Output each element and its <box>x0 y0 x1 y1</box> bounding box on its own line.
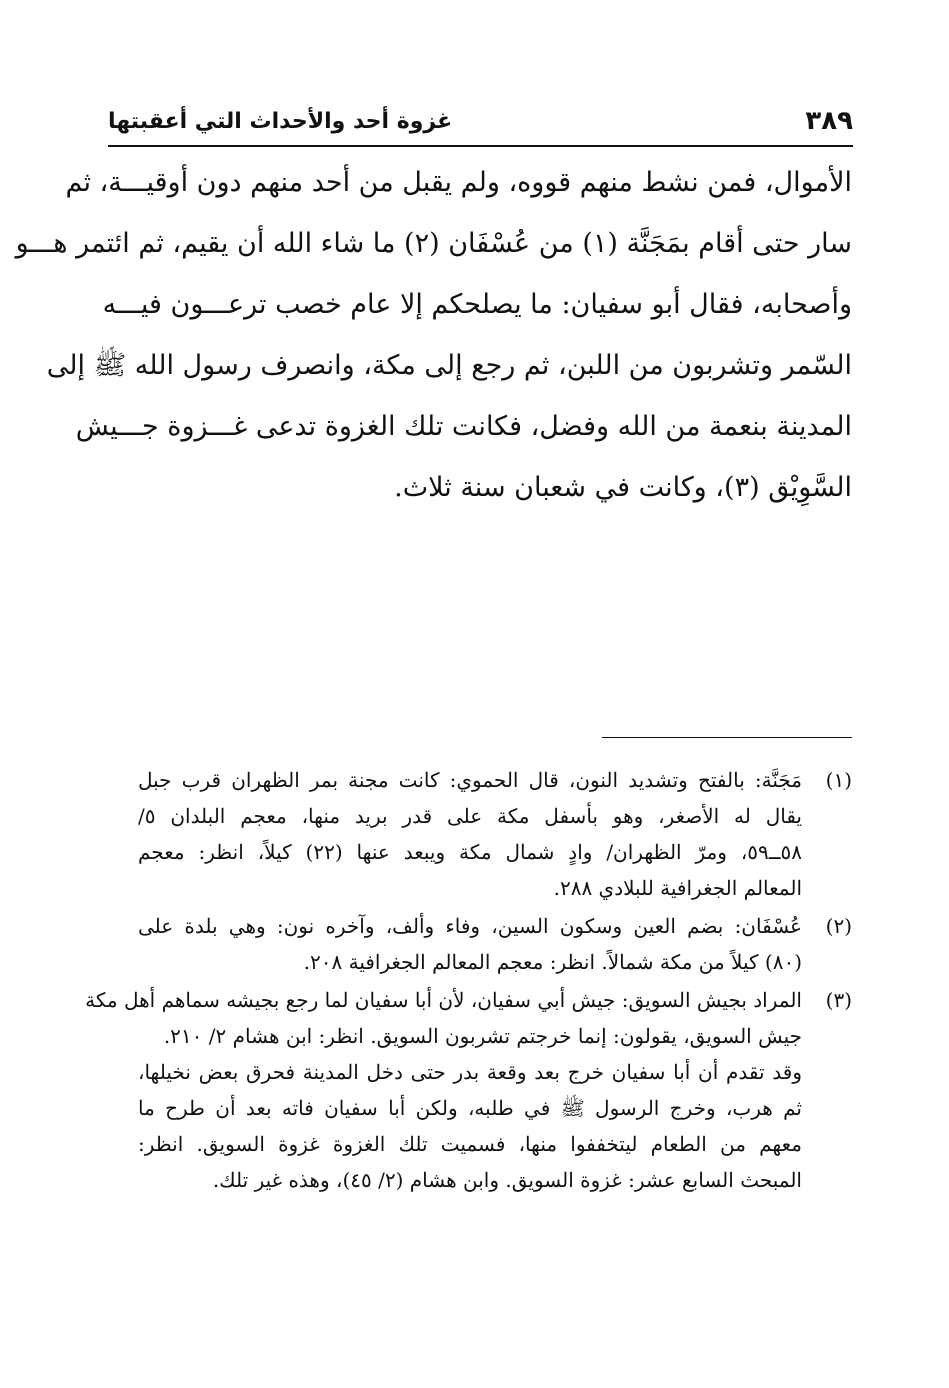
footnote-2 <box>138 908 852 980</box>
footnote-line: المعالم الجغرافية للبلادي ٢٨٨. <box>553 876 802 900</box>
footnote-body <box>138 908 802 980</box>
footnote-line: (٨٠) كيلاً من مكة شمالاً. انظر: معجم المعالم الجغرافية ٢٠٨. <box>303 950 802 974</box>
footnote-line: مَجَنَّة: بالفتح وتشديد النون، قال الحموي: كانت مجنة بمر الظهران قرب جبل <box>138 768 802 792</box>
footnote-line: ٥٨ــ٥٩، ومرّ الظهران/ وادٍ شمال مكة ويبعد عنها (٢٢) كيلاً، انظر: معجم <box>138 840 802 864</box>
footnote-body <box>138 762 802 906</box>
running-title: غزوة أحد والأحداث التي أعقبتها <box>108 109 453 134</box>
header-rule <box>108 145 853 147</box>
text-line: السّمر وتشربون من اللبن، ثم رجع إلى مكة، وانصرف رسول الله ﷺ إلى <box>46 350 852 381</box>
footnote-line: معهم من الطعام ليتخففوا منها، فسميت تلك الغزوة غزوة السويق. انظر: <box>138 1132 802 1156</box>
footnote-marker: (٣) <box>825 988 852 1012</box>
text-line: المدينة بنعمة من الله وفضل، فكانت تلك الغزوة تدعى غـــزوة جـــيش <box>75 411 852 442</box>
footnote-line: عُسْفَان: بضم العين وسكون السين، وفاء وألف، وآخره نون: وهي بلدة على <box>138 914 802 938</box>
text-line: السَّوِيْق (٣)، وكانت في شعبان سنة ثلاث. <box>394 472 852 503</box>
footnote-line: المراد بجيش السويق: جيش أبي سفيان، لأن أبا سفيان لما رجع بجيشه سماهم أهل مكة <box>85 988 802 1012</box>
footnote-3 <box>85 982 852 1198</box>
text-line: سار حتى أقام بمَجَنَّة (١) من عُسْفَان (٢) ما شاء الله أن يقيم، ثم ائتمر هـــو <box>15 228 852 259</box>
footnote-marker: (١) <box>825 768 852 792</box>
footnote-line: جيش السويق، يقولون: إنما خرجتم تشربون السويق. انظر: ابن هشام ٢/ ٢١٠. <box>163 1024 802 1048</box>
text-line: الأموال، فمن نشط منهم قووه، ولم يقبل من أحد منهم دون أوقيـــة، ثم <box>65 167 852 198</box>
footnote-line: ثم هرب، وخرج الرسول ﷺ في طلبه، ولكن أبا سفيان فاته بعد أن طرح ما <box>138 1096 802 1120</box>
page-header <box>108 104 853 144</box>
footnote-1 <box>138 762 852 906</box>
text-line: وأصحابه، فقال أبو سفيان: ما يصلحكم إلا عام خصب ترعـــون فيـــه <box>102 289 852 320</box>
footnote-line: المبحث السابع عشر: غزوة السويق. وابن هشام (٢/ ٤٥)، وهذه غير تلك. <box>212 1168 802 1192</box>
footnote-separator <box>602 737 852 738</box>
footnote-line: يقال له الأصغر، وهو بأسفل مكة على قدر بريد منها، معجم البلدان ٥/ <box>138 804 802 828</box>
footnotes <box>85 762 852 1200</box>
footnote-line: وقد تقدم أن أبا سفيان خرج بعد وقعة بدر حتى دخل المدينة فحرق بعض نخيلها، <box>138 1060 802 1084</box>
footnote-marker: (٢) <box>825 914 852 938</box>
footnote-body <box>85 982 802 1198</box>
main-text <box>15 152 852 518</box>
page-number: ٣٨٩ <box>805 106 853 136</box>
